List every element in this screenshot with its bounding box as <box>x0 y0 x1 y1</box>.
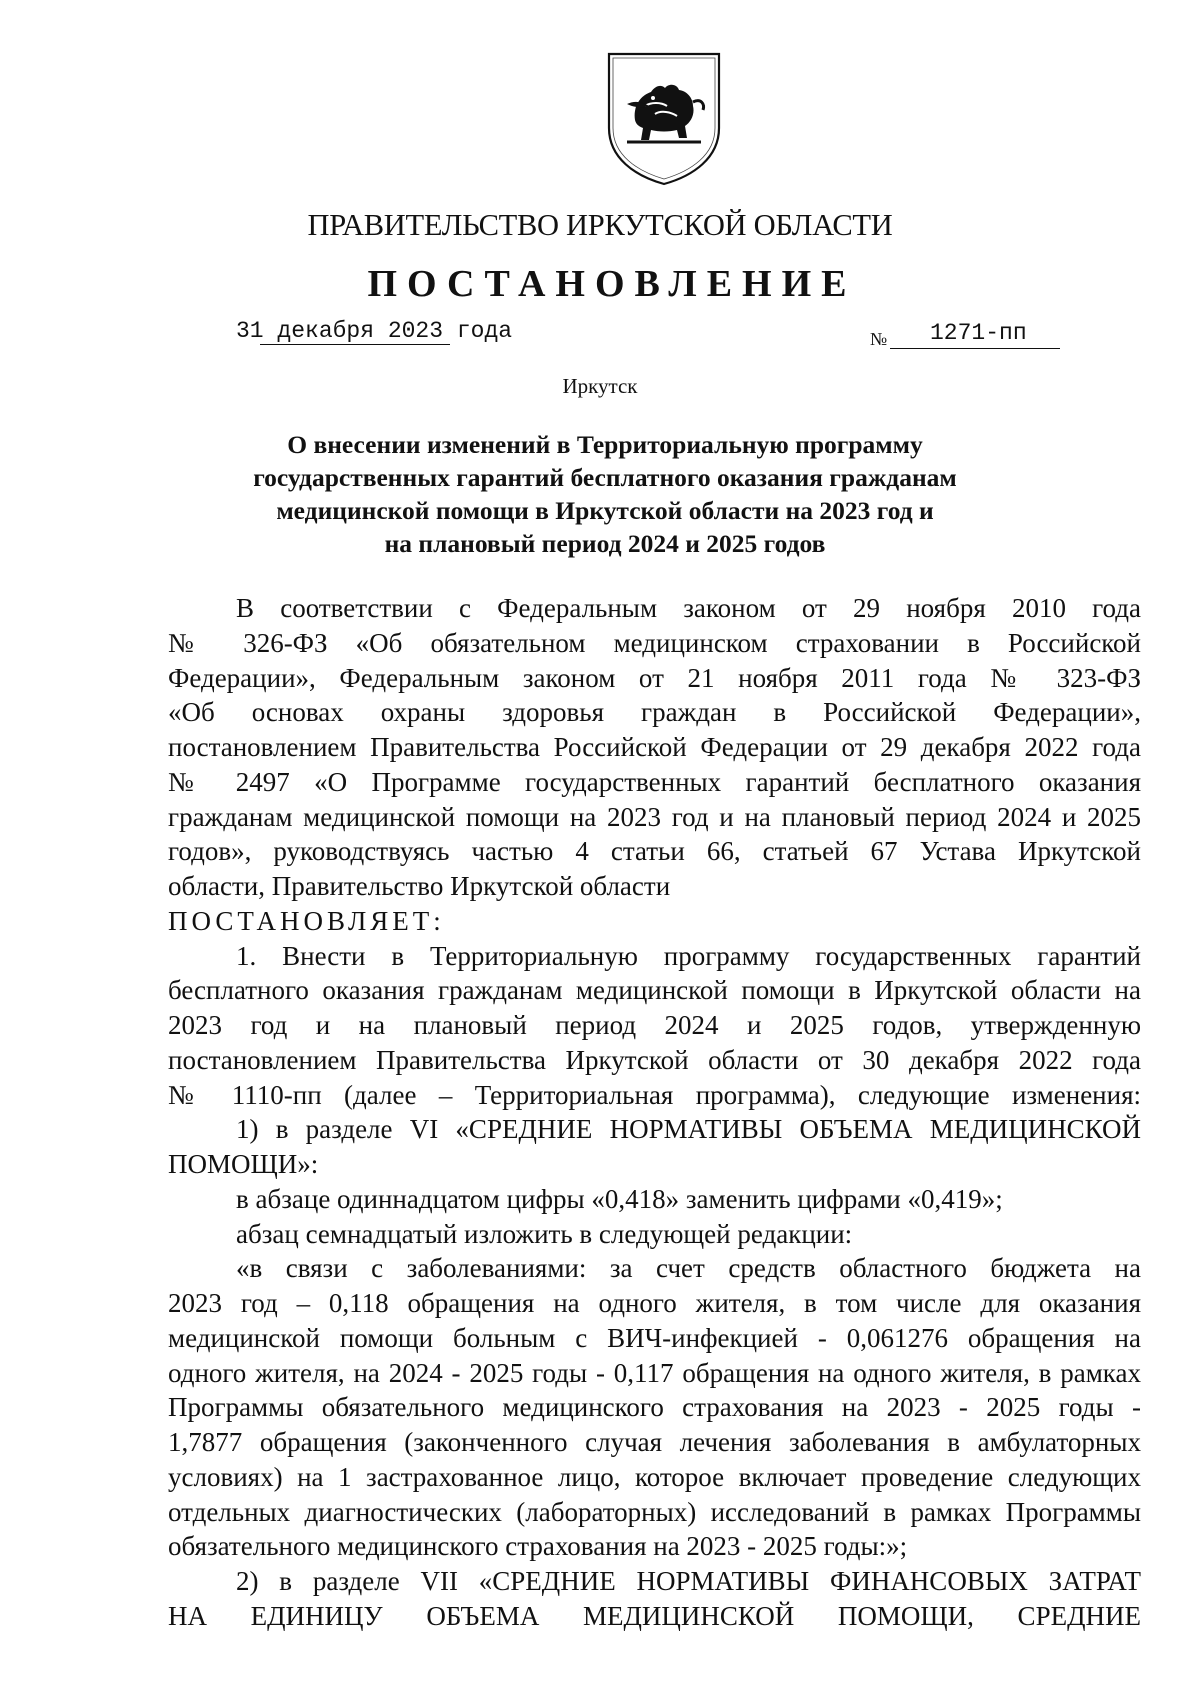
body-line: Программы обязательного медицинского страхования на 2023 - 2025 годы - <box>168 1392 1141 1423</box>
body-line: 2) в разделе VII «СРЕДНИЕ НОРМАТИВЫ ФИНАНСОВЫХ ЗАТРАТ <box>236 1566 1141 1596</box>
title-line: медицинской помощи в Иркутской области на 2023 год и <box>276 496 934 525</box>
body-line: 2023 год – 0,118 обращения на одного жителя, в том числе для оказания <box>168 1288 1141 1318</box>
number-underline <box>890 348 1060 349</box>
body-line: «Об основах охраны здоровья граждан в Российской Федерации», <box>168 697 1141 728</box>
body-line: гражданам медицинской помощи на 2023 год и на плановый период 2024 и 2025 <box>168 801 1141 832</box>
body-line: постановлением Правительства Иркутской области от 30 декабря 2022 года <box>168 1044 1141 1075</box>
body-line: 1. Внести в Территориальную программу государственных гарантий <box>236 940 1141 971</box>
body-line: НА ЕДИНИЦУ ОБЪЕМА МЕДИЦИНСКОЙ ПОМОЩИ, СРЕДНИЕ <box>168 1600 1141 1631</box>
body-line: № 2497 «О Программе государственных гарантий бесплатного оказания <box>168 766 1141 797</box>
body-line: ПОСТАНОВЛЯЕТ: <box>168 905 445 936</box>
body-line: обязательного медицинского страхования на 2023 - 2025 годы:»; <box>168 1531 908 1562</box>
body-line: В соответствии с Федеральным законом от 29 ноября 2010 года <box>236 593 1141 623</box>
body-line: постановлением Правительства Российской Федерации от 29 декабря 2022 года <box>168 732 1141 762</box>
body-line: № 1110-пп (далее – Территориальная программа), следующие изменения: <box>168 1079 1141 1110</box>
document-type: ПОСТАНОВЛЕНИЕ <box>367 263 857 305</box>
date-underline <box>260 344 450 345</box>
body-line: условиях) на 1 застрахованное лицо, которое включает проведение следующих <box>168 1461 1141 1492</box>
document-number: 1271-пп <box>930 320 1027 346</box>
city: Иркутск <box>562 374 638 398</box>
number-label: № <box>870 329 888 349</box>
body-line: ПОМОЩИ»: <box>168 1149 319 1179</box>
body-line: абзац семнадцатый изложить в следующей редакции: <box>236 1218 853 1249</box>
irkutsk-coat-of-arms-icon <box>605 50 723 188</box>
body-line: «в связи с заболеваниями: за счет средств областного бюджета на <box>236 1253 1141 1284</box>
body-line: 1) в разделе VI «СРЕДНИЕ НОРМАТИВЫ ОБЪЕМА МЕДИЦИНСКОЙ <box>236 1114 1141 1145</box>
document-title <box>180 428 1030 560</box>
title-line: на плановый период 2024 и 2025 годов <box>384 529 826 558</box>
body-line: № 326-ФЗ «Об обязательном медицинском страховании в Российской <box>168 627 1141 658</box>
title-line: О внесении изменений в Территориальную программу <box>287 430 923 459</box>
body-line: отдельных диагностических (лабораторных) исследований в рамках Программы <box>168 1496 1141 1527</box>
body-line: годов», руководствуясь частью 4 статьи 66, статьей 67 Устава Иркутской <box>168 836 1141 867</box>
title-line: государственных гарантий бесплатного оказания гражданам <box>253 463 957 492</box>
body-line: 1,7877 обращения (законченного случая лечения заболевания в амбулаторных <box>168 1427 1141 1457</box>
body-line: в абзаце одиннадцатом цифры «0,418» заменить цифрами «0,419»; <box>236 1183 1003 1214</box>
body-line: области, Правительство Иркутской области <box>168 871 671 901</box>
body-line: медицинской помощи больным с ВИЧ-инфекцией - 0,061276 обращения на <box>168 1322 1141 1353</box>
body-line: одного жителя, на 2024 - 2025 годы - 0,117 обращения на одного жителя, в рамках <box>168 1357 1141 1388</box>
body-line: бесплатного оказания гражданам медицинской помощи в Иркутской области на <box>168 975 1141 1006</box>
body-line: Федерации», Федеральным законом от 21 ноября 2011 года № 323-ФЗ <box>168 662 1141 693</box>
document-body <box>168 591 1141 1634</box>
government-name: ПРАВИТЕЛЬСТВО ИРКУТСКОЙ ОБЛАСТИ <box>307 208 893 242</box>
body-line: 2023 год и на плановый период 2024 и 2025 годов, утвержденную <box>168 1010 1141 1040</box>
document-date: 31 декабря 2023 года <box>236 318 513 344</box>
